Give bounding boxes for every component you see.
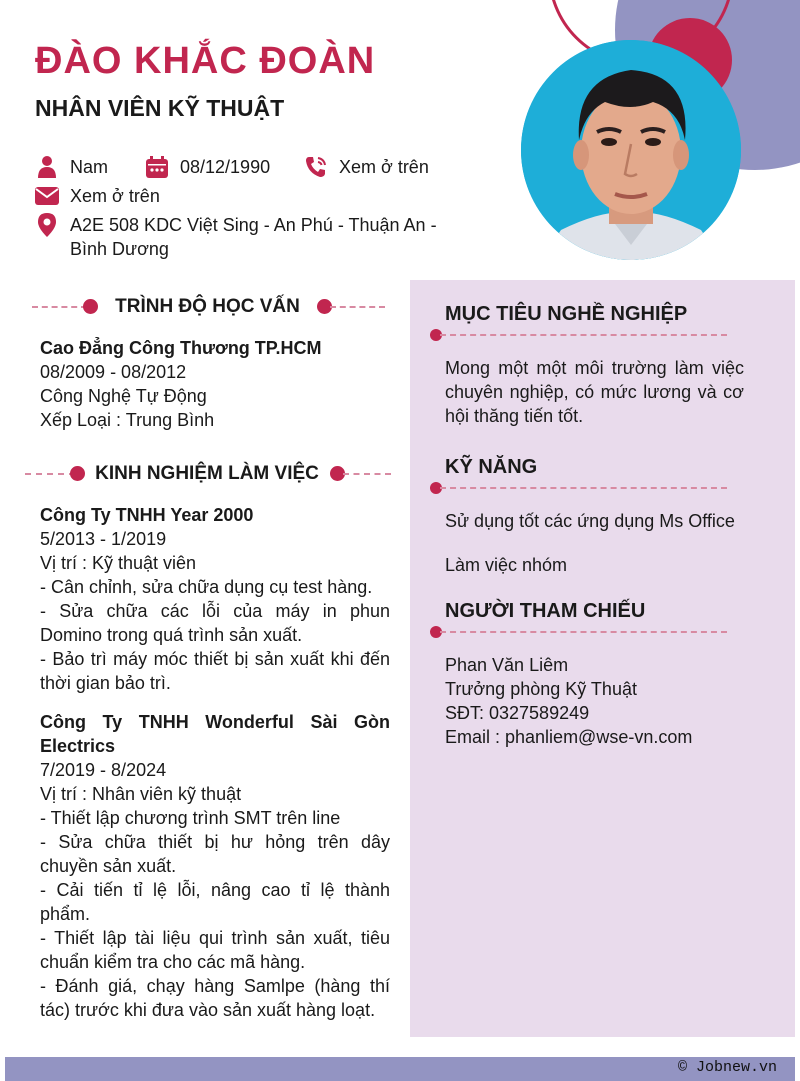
job-position: Vị trí : Kỹ thuật viên xyxy=(40,553,197,573)
phone-icon xyxy=(304,155,328,179)
footer-bar xyxy=(5,1057,795,1081)
job-duty: - Thiết lập tài liệu qui trình sản xuất, tiêu chuẩn kiểm tra cho các mã hàng. xyxy=(40,928,390,972)
address-line2: Bình Dương xyxy=(70,239,169,259)
divider-line xyxy=(440,334,727,336)
job-duty: - Sửa chữa các lỗi của máy in phun Domino trong quá trình sản xuất. xyxy=(40,601,390,645)
birthday-text: 08/12/1990 xyxy=(180,157,271,177)
divider-line xyxy=(343,473,391,475)
job-title: NHÂN VIÊN KỸ THUẬT xyxy=(35,95,285,121)
divider-dot xyxy=(70,466,85,481)
job-duty: - Sửa chữa thiết bị hư hỏng trên dây chuyền sản xuất. xyxy=(40,832,390,876)
address-row xyxy=(35,213,437,261)
reference-heading: NGƯỜI THAM CHIẾU xyxy=(445,600,646,622)
job-duty: - Cải tiến tỉ lệ lỗi, nâng cao tỉ lệ thành phẩm. xyxy=(40,880,390,924)
divider-line xyxy=(330,306,385,308)
reference-role: Trưởng phòng Kỹ Thuật xyxy=(445,679,637,699)
reference-phone: SĐT: 0327589249 xyxy=(445,703,590,723)
phone-row xyxy=(304,155,429,179)
candidate-name: ĐÀO KHẮC ĐOÀN xyxy=(35,40,376,82)
calendar-icon xyxy=(145,155,169,179)
skill-item: Sử dụng tốt các ứng dụng Ms Office xyxy=(445,511,735,531)
job-period: 7/2019 - 8/2024 xyxy=(40,760,167,780)
gender-row xyxy=(35,155,108,179)
reference-email: Email : phanliem@wse-vn.com xyxy=(445,727,693,747)
experience-heading: KINH NGHIỆM LÀM VIỆC xyxy=(95,463,319,484)
education-school: Cao Đẳng Công Thương TP.HCM xyxy=(40,338,322,358)
job-duty: - Bảo trì máy móc thiết bị sản xuất khi đến thời gian bảo trì. xyxy=(40,649,390,693)
job-duty: - Cân chỉnh, sửa chữa dụng cụ test hàng. xyxy=(40,577,373,597)
user-icon xyxy=(35,155,59,179)
divider-dot xyxy=(83,299,98,314)
education-grade: Xếp Loại : Trung Bình xyxy=(40,410,215,430)
profile-photo xyxy=(521,40,741,260)
divider-line xyxy=(440,487,727,489)
education-period: 08/2009 - 08/2012 xyxy=(40,362,187,382)
job-position: Vị trí : Nhân viên kỹ thuật xyxy=(40,784,242,804)
footer-brand[interactable]: © Jobnew.vn xyxy=(677,1059,777,1076)
gender-text: Nam xyxy=(70,157,109,177)
job-company: Công Ty TNHH Wonderful Sài Gòn Electrics xyxy=(40,712,390,756)
email-row xyxy=(35,184,160,208)
divider-line xyxy=(440,631,727,633)
divider-line xyxy=(25,473,75,475)
mail-icon xyxy=(35,184,59,208)
divider-line xyxy=(32,306,87,308)
job-duty: - Đánh giá, chạy hàng Samlpe (hàng thí tác) trước khi đưa vào sản xuất hàng loạt. xyxy=(40,976,390,1020)
address-line1: A2E 508 KDC Việt Sing - An Phú - Thuận An - xyxy=(70,215,437,235)
objective-heading: MỤC TIÊU NGHỀ NGHIỆP xyxy=(445,303,688,325)
phone-text: Xem ở trên xyxy=(339,157,429,177)
job-period: 5/2013 - 1/2019 xyxy=(40,529,167,549)
job-duty: - Thiết lập chương trình SMT trên line xyxy=(40,808,341,828)
objective-text: Mong một một môi trường làm việc chuyên nghiệp, có mức lương và cơ hội thăng tiến tốt. xyxy=(445,358,744,426)
birthday-row xyxy=(145,155,270,179)
skills-heading: KỸ NĂNG xyxy=(445,456,538,478)
job-company: Công Ty TNHH Year 2000 xyxy=(40,505,254,525)
education-major: Công Nghệ Tự Động xyxy=(40,386,207,406)
reference-name: Phan Văn Liêm xyxy=(445,655,569,675)
email-text: Xem ở trên xyxy=(70,186,160,206)
location-pin-icon xyxy=(35,213,59,237)
skill-item: Làm việc nhóm xyxy=(445,555,568,575)
education-heading: TRÌNH ĐỘ HỌC VẤN xyxy=(115,296,300,317)
